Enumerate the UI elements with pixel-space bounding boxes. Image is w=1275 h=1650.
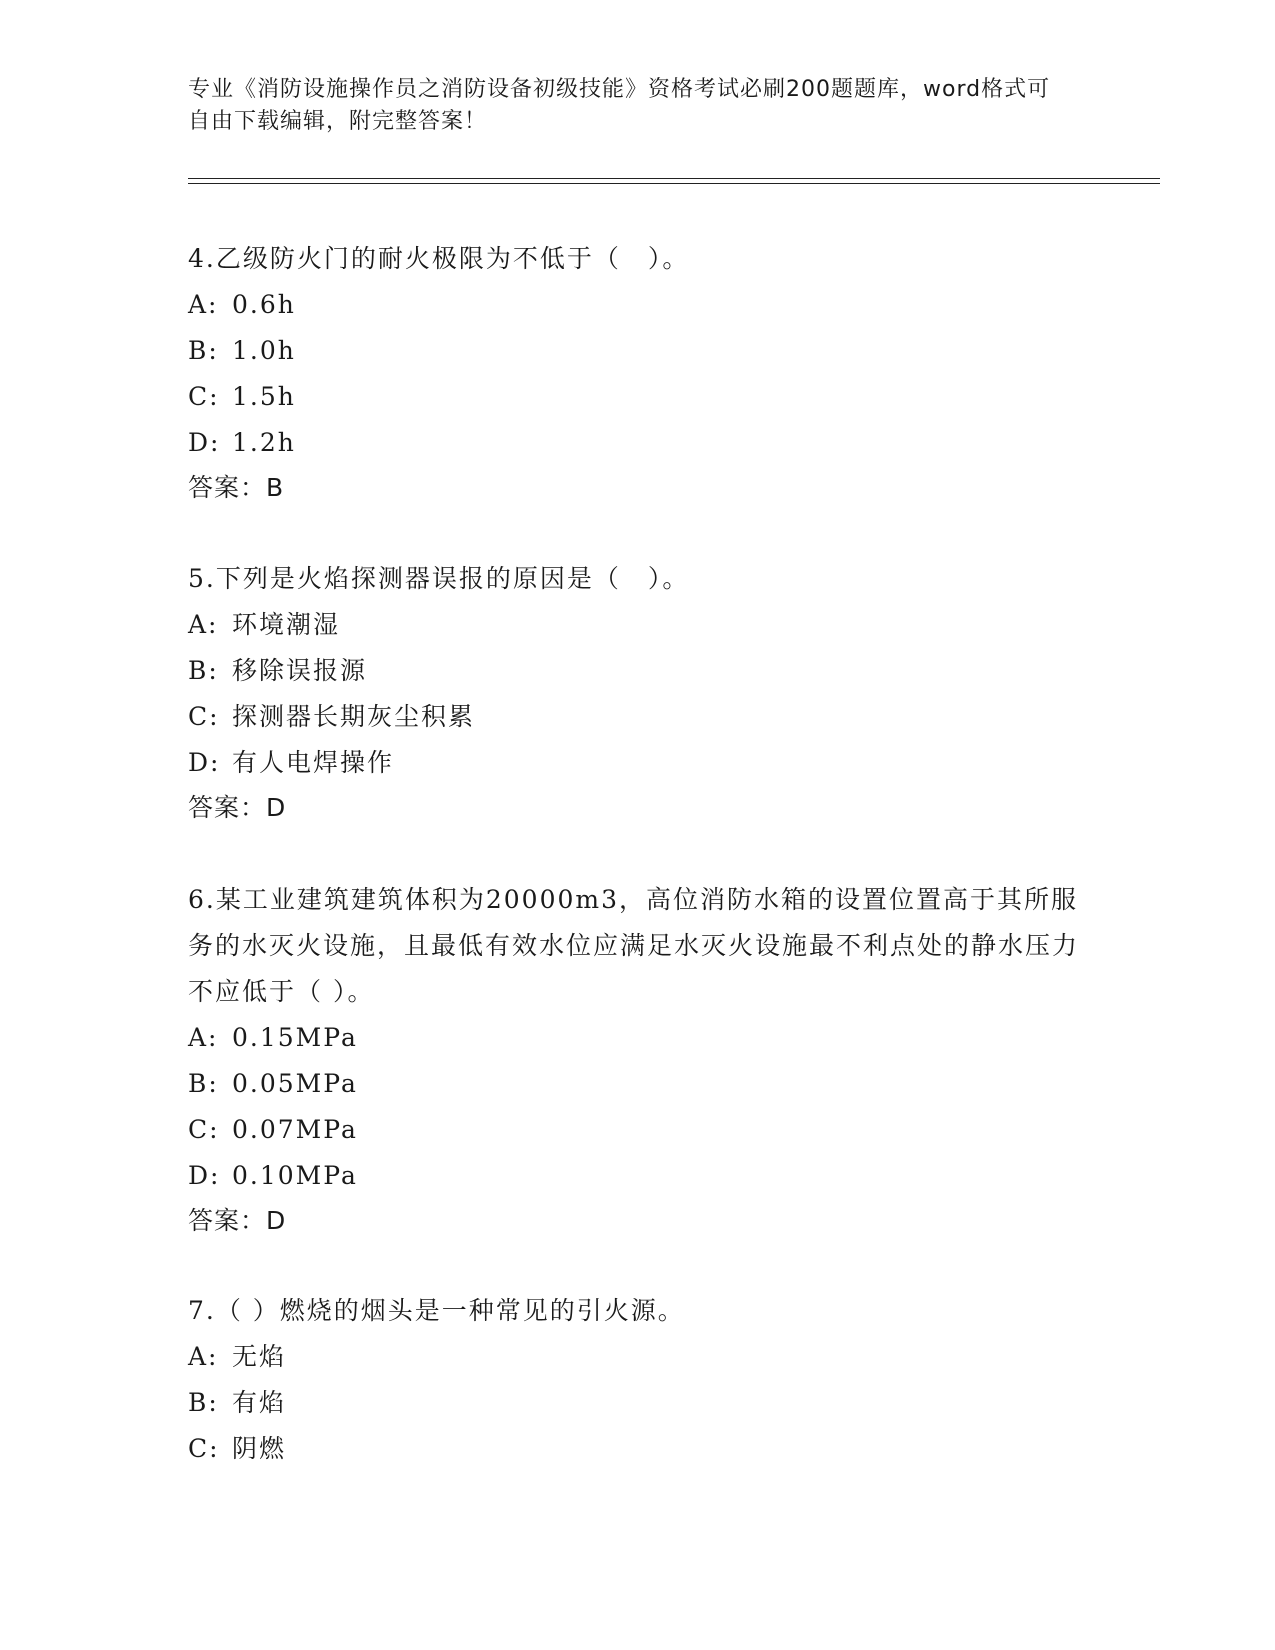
option-b xyxy=(188,1061,1088,1107)
option-text: 无焰 xyxy=(232,1342,287,1371)
answer: 答案：B xyxy=(188,473,285,502)
option-text: 阴燃 xyxy=(232,1434,287,1463)
question-stem: 6.某工业建筑建筑体积为20000m3，高位消防水箱的设置位置高于其所服务的水灭火设施，且最低有效水位应满足水灭火设施最不利点处的静水压力不应低于（ ）。 xyxy=(188,885,1080,1006)
option-text: 有人电焊操作 xyxy=(232,748,395,777)
option-d xyxy=(188,740,1088,786)
option-letter: B: xyxy=(188,656,219,685)
option-d xyxy=(188,1153,1088,1199)
question-block xyxy=(188,236,1088,510)
answer: 答案：D xyxy=(188,1206,287,1235)
header-divider-top xyxy=(188,178,1160,179)
option-text: 0.15MPa xyxy=(232,1023,358,1052)
option-text: 0.07MPa xyxy=(232,1115,358,1144)
option-c xyxy=(188,1107,1088,1153)
option-text: 1.5h xyxy=(232,382,296,411)
option-b xyxy=(188,328,1088,374)
option-a xyxy=(188,1334,1088,1380)
option-b xyxy=(188,1380,1088,1426)
option-b xyxy=(188,648,1088,694)
question-stem: 7.（ ）燃烧的烟头是一种常见的引火源。 xyxy=(188,1296,685,1325)
answer: 答案：D xyxy=(188,793,287,822)
option-letter: D: xyxy=(188,748,221,777)
option-letter: A: xyxy=(188,1342,219,1371)
option-a xyxy=(188,282,1088,328)
option-c xyxy=(188,1426,1088,1472)
option-letter: A: xyxy=(188,610,219,639)
option-text: 1.0h xyxy=(232,336,296,365)
question-stem: 4.乙级防火门的耐火极限为不低于（ ）。 xyxy=(188,244,690,273)
option-text: 移除误报源 xyxy=(232,656,368,685)
option-letter: C: xyxy=(188,702,220,731)
option-letter: B: xyxy=(188,336,219,365)
option-d xyxy=(188,420,1088,466)
option-letter: A: xyxy=(188,290,219,319)
option-text: 1.2h xyxy=(232,428,296,457)
question-stem: 5.下列是火焰探测器误报的原因是（ ）。 xyxy=(188,564,690,593)
option-text: 环境潮湿 xyxy=(232,610,341,639)
option-letter: D: xyxy=(188,1161,221,1190)
question-block xyxy=(188,877,1088,1243)
document-header: 专业《消防设施操作员之消防设备初级技能》资格考试必刷200题题库，word格式可自由下载编辑，附完整答案！ xyxy=(188,77,1051,134)
option-a xyxy=(188,1015,1088,1061)
option-text: 有焰 xyxy=(232,1388,287,1417)
header-divider-bottom xyxy=(188,183,1160,184)
option-text: 探测器长期灰尘积累 xyxy=(232,702,476,731)
option-letter: B: xyxy=(188,1388,219,1417)
option-letter: C: xyxy=(188,382,220,411)
option-letter: C: xyxy=(188,1434,220,1463)
question-block xyxy=(188,1288,1088,1472)
question-block xyxy=(188,556,1088,830)
option-a xyxy=(188,602,1088,648)
option-c xyxy=(188,374,1088,420)
option-text: 0.05MPa xyxy=(232,1069,358,1098)
option-c xyxy=(188,694,1088,740)
option-text: 0.10MPa xyxy=(232,1161,358,1190)
option-text: 0.6h xyxy=(232,290,296,319)
option-letter: D: xyxy=(188,428,221,457)
option-letter: C: xyxy=(188,1115,220,1144)
option-letter: B: xyxy=(188,1069,219,1098)
option-letter: A: xyxy=(188,1023,219,1052)
